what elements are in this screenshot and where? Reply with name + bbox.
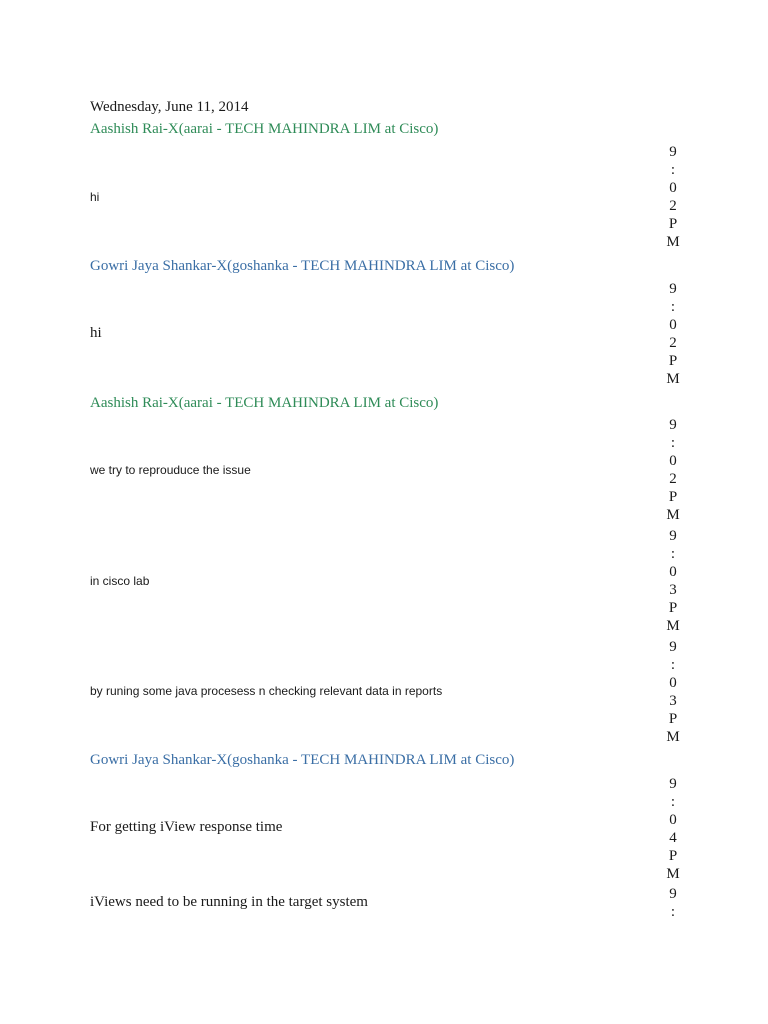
timestamp-char: M	[666, 729, 680, 745]
timestamp-char: 9	[669, 528, 677, 544]
sender-name: Aashish Rai-X(aarai - TECH MAHINDRA LIM at Cisco)	[90, 121, 439, 137]
message-text: by runing some java procesess n checking relevant data in reports	[90, 684, 443, 698]
message-timestamp	[664, 638, 682, 746]
message-text: For getting iView response time	[90, 819, 283, 835]
timestamp-char: 0	[669, 453, 677, 469]
sender-name: Gowri Jaya Shankar-X(goshanka - TECH MAHINDRA LIM at Cisco)	[90, 258, 515, 274]
timestamp-char: 0	[669, 317, 677, 333]
timestamp-char: 9	[669, 639, 677, 655]
message-text: iViews need to be running in the target system	[90, 894, 368, 910]
message-text: we try to reprouduce the issue	[90, 463, 251, 477]
timestamp-char: M	[666, 234, 680, 250]
timestamp-char: 3	[669, 693, 677, 709]
timestamp-char: P	[668, 216, 678, 232]
timestamp-char: 0	[669, 812, 677, 828]
sender-name: Aashish Rai-X(aarai - TECH MAHINDRA LIM at Cisco)	[90, 395, 439, 411]
timestamp-char: 9	[669, 886, 677, 902]
timestamp-char: 9	[669, 776, 677, 792]
timestamp-char: P	[668, 353, 678, 369]
message-timestamp	[664, 885, 682, 921]
timestamp-char: M	[666, 866, 680, 882]
timestamp-char: 2	[669, 471, 677, 487]
timestamp-char: 3	[669, 582, 677, 598]
message-timestamp	[664, 280, 682, 388]
timestamp-char: :	[670, 299, 676, 315]
timestamp-char: :	[670, 794, 676, 810]
timestamp-char: 0	[669, 675, 677, 691]
timestamp-char: P	[668, 848, 678, 864]
timestamp-char: :	[670, 435, 676, 451]
message-text: hi	[90, 325, 102, 341]
timestamp-char: 0	[669, 180, 677, 196]
timestamp-char: :	[670, 657, 676, 673]
timestamp-char: :	[670, 162, 676, 178]
timestamp-char: P	[668, 600, 678, 616]
message-text: hi	[90, 190, 100, 204]
message-timestamp	[664, 416, 682, 524]
timestamp-char: 2	[669, 198, 677, 214]
timestamp-char: P	[668, 711, 678, 727]
timestamp-char: M	[666, 618, 680, 634]
timestamp-char: M	[666, 371, 680, 387]
timestamp-char: :	[670, 546, 676, 562]
sender-name: Gowri Jaya Shankar-X(goshanka - TECH MAHINDRA LIM at Cisco)	[90, 752, 515, 768]
timestamp-char: 9	[669, 144, 677, 160]
timestamp-char: 9	[669, 281, 677, 297]
message-timestamp	[664, 527, 682, 635]
timestamp-char: 9	[669, 417, 677, 433]
message-text: in cisco lab	[90, 574, 150, 588]
timestamp-char: :	[670, 904, 676, 920]
transcript-date: Wednesday, June 11, 2014	[90, 99, 249, 115]
timestamp-char: M	[666, 507, 680, 523]
timestamp-char: 4	[669, 830, 677, 846]
timestamp-char: P	[668, 489, 678, 505]
timestamp-char: 2	[669, 335, 677, 351]
timestamp-char: 0	[669, 564, 677, 580]
message-timestamp	[664, 143, 682, 251]
message-timestamp	[664, 775, 682, 883]
